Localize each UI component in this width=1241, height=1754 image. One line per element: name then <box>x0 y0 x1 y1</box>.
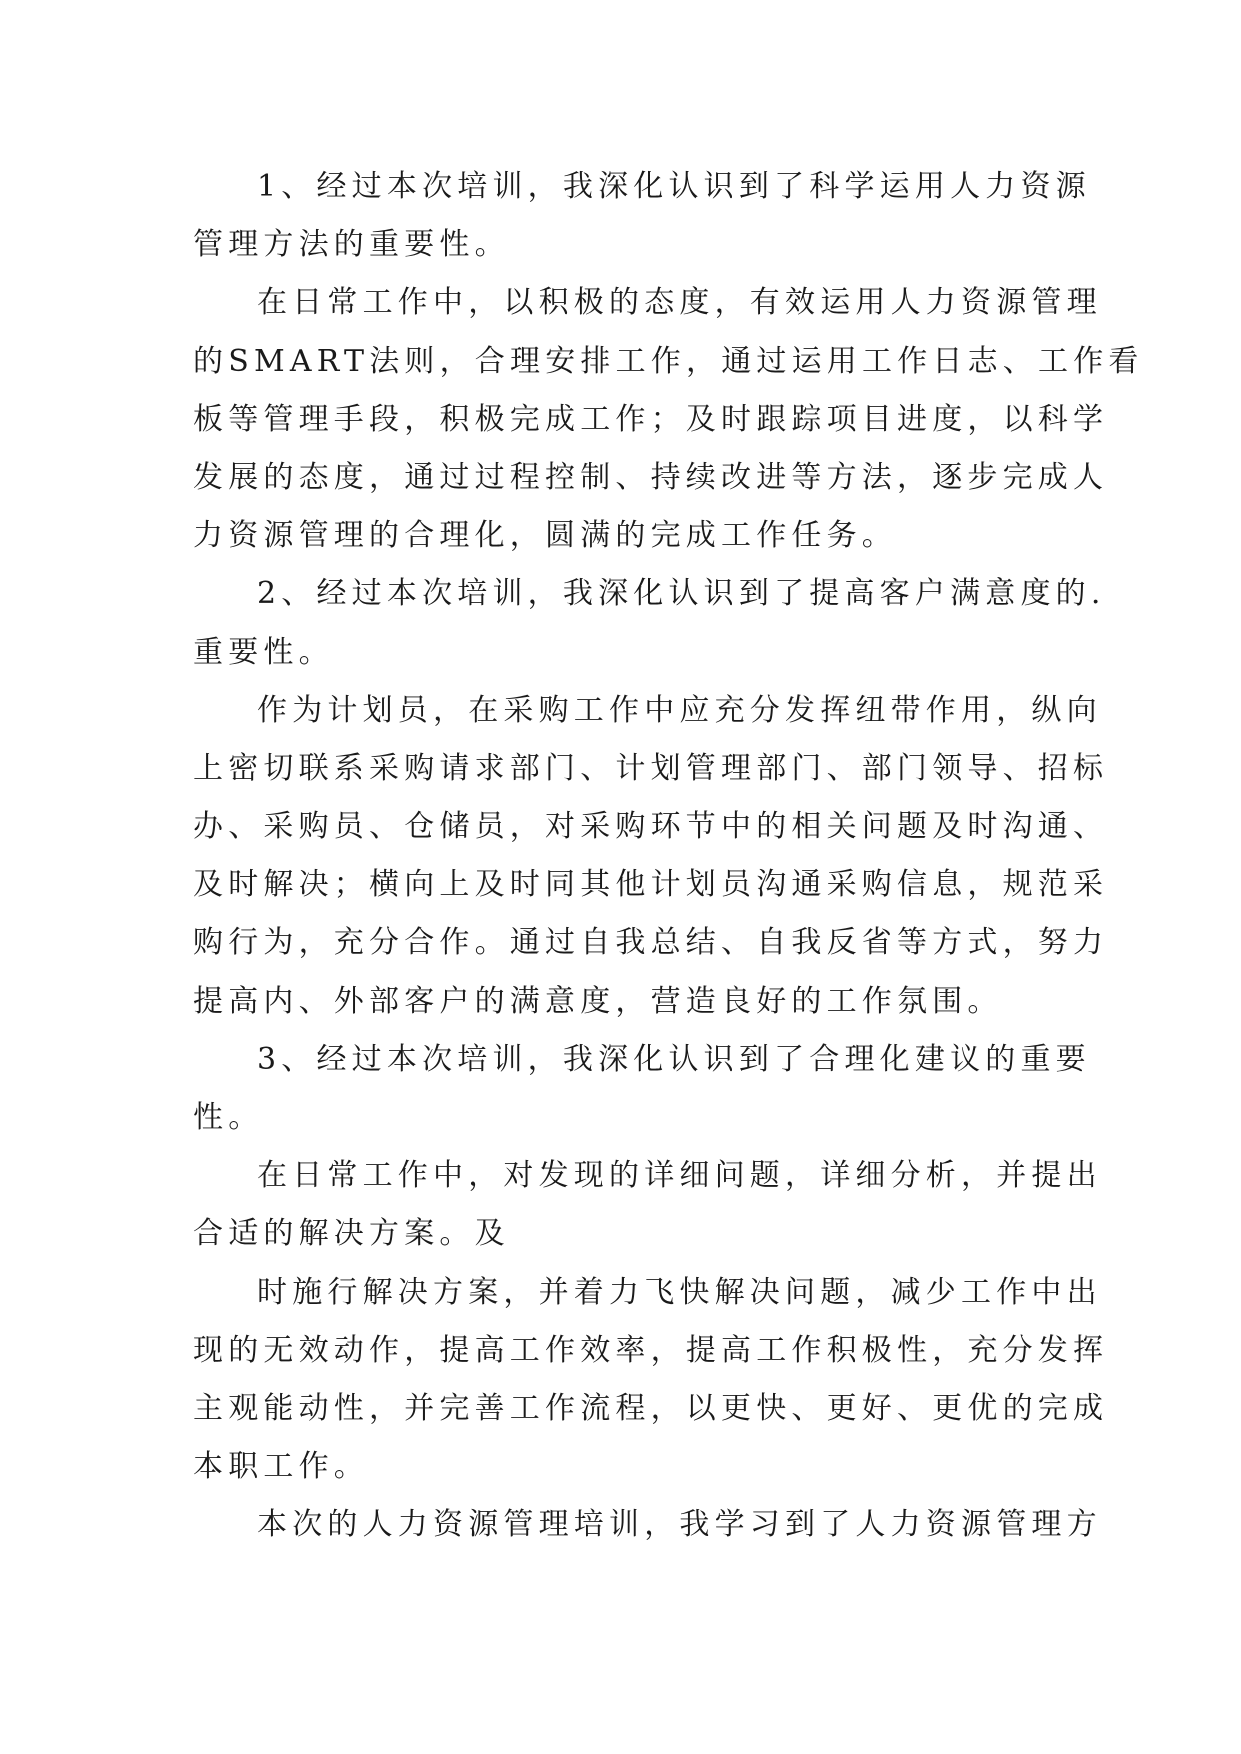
text-line: 办、采购员、仓储员，对采购环节中的相关问题及时沟通、 <box>193 809 1109 845</box>
text-line: 作为计划员，在采购工作中应充分发挥纽带作用，纵向 <box>257 692 1102 728</box>
text-line: 上密切联系采购请求部门、计划管理部门、部门领导、招标 <box>193 750 1109 786</box>
text-line: 板等管理手段，积极完成工作；及时跟踪项目进度，以科学 <box>193 401 1109 437</box>
document-body <box>193 158 1144 1555</box>
text-line: 在日常工作中，以积极的态度，有效运用人力资源管理 <box>257 285 1102 321</box>
text-line: 主观能动性，并完善工作流程，以更快、更好、更优的完成 <box>193 1390 1109 1426</box>
text-line: 管理方法的重要性。 <box>193 227 510 263</box>
text-line: 3、经过本次培训，我深化认识到了合理化建议的重要 <box>257 1041 1091 1077</box>
text-line: 现的无效动作，提高工作效率，提高工作积极性，充分发挥 <box>193 1332 1109 1368</box>
text-line: 的SMART法则，合理安排工作，通过运用工作日志、工作看 <box>193 343 1144 379</box>
text-line: 发展的态度，通过过程控制、持续改进等方法，逐步完成人 <box>193 459 1109 495</box>
text-line: 及时解决；横向上及时同其他计划员沟通采购信息，规范采 <box>193 867 1109 903</box>
text-line: 合适的解决方案。及 <box>193 1216 510 1252</box>
text-line: 性。 <box>193 1100 264 1135</box>
text-line: 重要性。 <box>193 634 334 670</box>
text-line: 时施行解决方案，并着力飞快解决问题，减少工作中出 <box>257 1274 1102 1310</box>
text-line: 本次的人力资源管理培训，我学习到了人力资源管理方 <box>257 1507 1102 1543</box>
text-line: 1、经过本次培训，我深化认识到了科学运用人力资源 <box>257 169 1091 204</box>
text-line: 提高内、外部客户的满意度，营造良好的工作氛围。 <box>193 983 1003 1019</box>
text-line: 2、经过本次培训，我深化认识到了提高客户满意度的. <box>257 576 1106 612</box>
text-line: 在日常工作中，对发现的详细问题，详细分析，并提出 <box>257 1158 1102 1194</box>
text-line: 力资源管理的合理化，圆满的完成工作任务。 <box>193 518 897 554</box>
text-line: 本职工作。 <box>193 1449 369 1485</box>
text-line: 购行为，充分合作。通过自我总结、自我反省等方式，努力 <box>193 925 1109 961</box>
